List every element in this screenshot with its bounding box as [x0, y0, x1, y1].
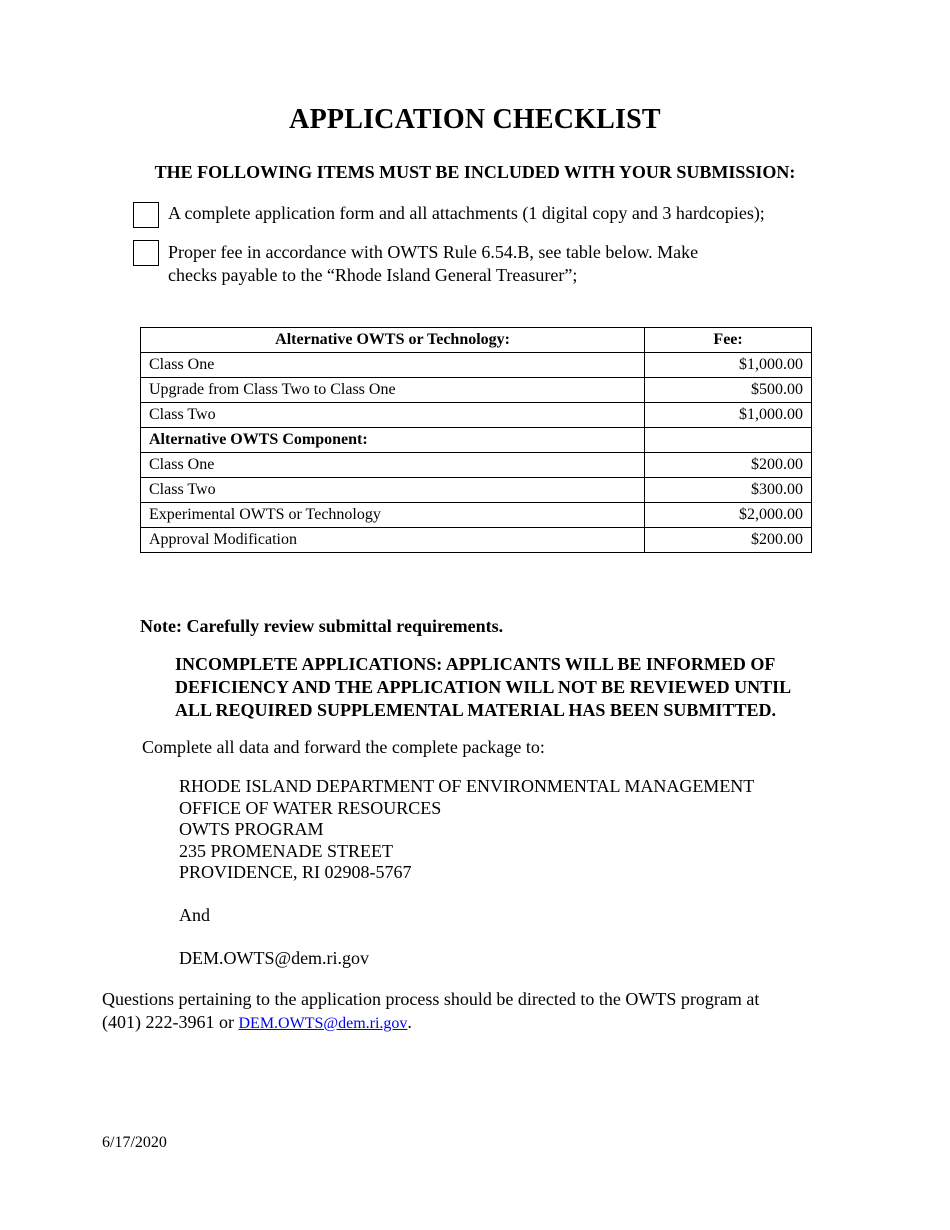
incomplete-warning [175, 653, 835, 722]
questions-text [102, 988, 822, 1035]
row-label: Upgrade from Class Two to Class One [141, 378, 645, 403]
address-line: OWTS PROGRAM [179, 819, 324, 839]
table-header-row [141, 328, 812, 353]
table-row [141, 503, 812, 528]
row-label: Approval Modification [141, 528, 645, 553]
checklist-item-text [168, 241, 698, 287]
questions-line [102, 1011, 822, 1035]
row-label: Class Two [141, 403, 645, 428]
table-row [141, 453, 812, 478]
address-line: RHODE ISLAND DEPARTMENT OF ENVIRONMENTAL MANAGEMENT [179, 776, 755, 796]
warning-line: INCOMPLETE APPLICATIONS: APPLICANTS WILL BE INFORMED OF [175, 654, 776, 674]
page-title: APPLICATION CHECKLIST [289, 104, 661, 135]
questions-line: Questions pertaining to the application process should be directed to the OWTS program at [102, 989, 760, 1009]
row-fee: $500.00 [645, 378, 812, 403]
row-fee: $300.00 [645, 478, 812, 503]
table-row [141, 378, 812, 403]
table-row [141, 528, 812, 553]
row-fee: $2,000.00 [645, 503, 812, 528]
address-line: OFFICE OF WATER RESOURCES [179, 797, 442, 818]
checklist-item-text: A complete application form and all attachments (1 digital copy and 3 hardcopies); [168, 203, 765, 223]
table-row [141, 478, 812, 503]
column-header-technology: Alternative OWTS or Technology: [141, 328, 645, 353]
period-text: . [407, 1012, 412, 1032]
row-fee: $200.00 [645, 453, 812, 478]
warning-line: DEFICIENCY AND THE APPLICATION WILL NOT BE REVIEWED UNTIL [175, 677, 792, 697]
row-label: Experimental OWTS or Technology [141, 503, 645, 528]
table-row [141, 353, 812, 378]
note-text: Note: Carefully review submittal requirements. [140, 616, 504, 636]
row-fee: $200.00 [645, 528, 812, 553]
address-line: PROVIDENCE, RI 02908-5767 [179, 862, 412, 882]
and-text: And [179, 905, 210, 925]
warning-line: ALL REQUIRED SUPPLEMENTAL MATERIAL HAS BEEN SUBMITTED. [175, 700, 776, 720]
page-subtitle: THE FOLLOWING ITEMS MUST BE INCLUDED WITH YOUR SUBMISSION: [154, 162, 796, 182]
checkbox-application-form[interactable] [133, 202, 159, 228]
row-fee: $1,000.00 [645, 403, 812, 428]
row-fee: $1,000.00 [645, 353, 812, 378]
row-label: Class One [141, 453, 645, 478]
address-line: 235 PROMENADE STREET [179, 840, 394, 861]
table-row [141, 403, 812, 428]
checkbox-fee[interactable] [133, 240, 159, 266]
fee-table [140, 327, 812, 553]
revision-date: 6/17/2020 [102, 1134, 167, 1151]
row-fee [645, 428, 812, 453]
mailing-address [179, 776, 754, 884]
checklist-item-line: Proper fee in accordance with OWTS Rule 6.54.B, see table below. Make [168, 242, 699, 262]
forward-instructions: Complete all data and forward the complete package to: [142, 737, 545, 757]
checklist-item-line: checks payable to the “Rhode Island General Treasurer”; [168, 265, 578, 285]
section-label: Alternative OWTS Component: [141, 428, 645, 453]
column-header-fee: Fee: [645, 328, 812, 353]
row-label: Class Two [141, 478, 645, 503]
phone-text: (401) 222-3961 or [102, 1012, 239, 1032]
submission-email: DEM.OWTS@dem.ri.gov [179, 948, 370, 968]
row-label: Class One [141, 353, 645, 378]
email-link[interactable]: DEM.OWTS@dem.ri.gov [238, 1015, 408, 1032]
table-section-row [141, 428, 812, 453]
